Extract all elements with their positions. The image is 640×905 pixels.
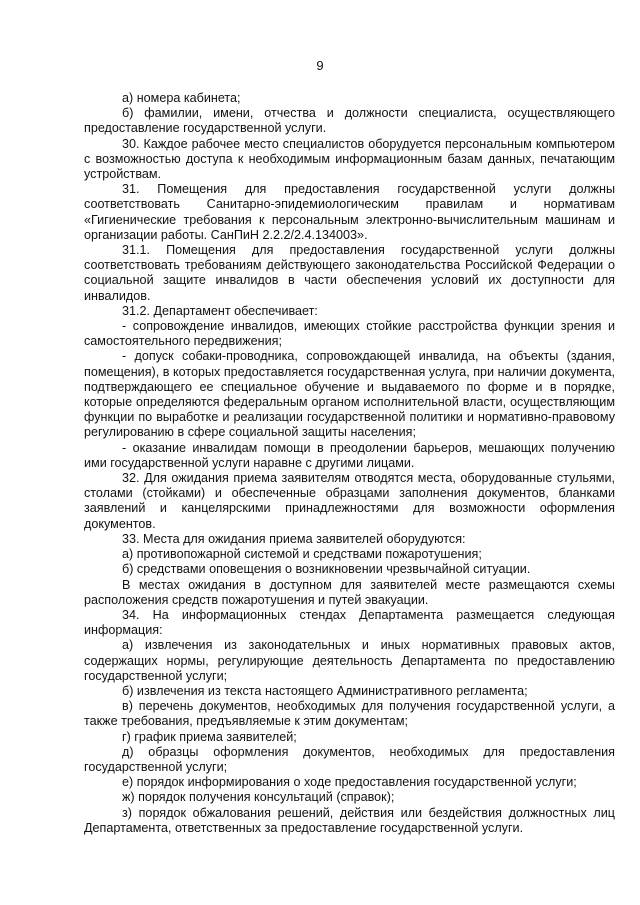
paragraph-progress-info: е) порядок информирования о ходе предоставления государственной услуги; (122, 775, 577, 790)
paragraph-schedule: г) график приема заявителей; (122, 729, 297, 744)
paragraph-31: 31. Помещения для предоставления государственной услуги должны соответствовать Санитарно-эпидемиологическим правилам и нормативам «Гигиенические требования к персональным электронно-вычислительным машинам и организации работы. СанПиН 2.2.2/2.4.134003». (84, 182, 615, 242)
paragraph-document-list: в) перечень документов, необходимых для получения государственной услуги, а также требования, предъявляемые к этим документам; (84, 699, 615, 729)
paragraph-legal-extracts: а) извлечения из законодательных и иных нормативных правовых актов, содержащих нормы, регулирующие деятельность Департамента по предоставлению государственной услуги; (84, 638, 615, 683)
paragraph-guide-dog: - допуск собаки-проводника, сопровождающей инвалида, на объекты (здания, помещения), в которых предоставляется государственная услуга, при наличии документа, подтверждающего ее специальное обучение и выдаваемого по форме и в порядке, которые определяются федеральным органом исполнительной власти, осуществляющим функции по выработке и реализации государственной политики и нормативно-правовому регулированию в сфере социальной защиты населения; (84, 349, 615, 440)
paragraph-emergency-alert: б) средствами оповещения о возникновении чрезвычайной ситуации. (122, 562, 531, 577)
paragraph-32: 32. Для ожидания приема заявителям отводятся места, оборудованные стульями, столами (стойками) и обеспеченные образцами заполнения документов, бланками заявлений и канцелярскими принадлежностями для возможности оформления документов. (84, 471, 615, 531)
paragraph-appeals: з) порядок обжалования решений, действия или бездействия должностных лиц Департамента, ответственных за предоставление государственной услуги. (84, 805, 615, 835)
paragraph-regulation-extracts: б) извлечения из текста настоящего Административного регламента; (122, 683, 528, 698)
paragraph-escort: - сопровождение инвалидов, имеющих стойкие расстройства функции зрения и самостоятельного передвижения; (84, 319, 615, 349)
paragraph-room-number: а) номера кабинета; (122, 91, 241, 105)
paragraph-31-2: 31.2. Департамент обеспечивает: (122, 303, 318, 318)
paragraph-34: 34. На информационных стендах Департамента размещается следующая информация: (84, 607, 615, 638)
paragraph-33: 33. Места для ожидания приема заявителей оборудуются: (122, 531, 466, 546)
paragraph-evacuation-schemes: В местах ожидания в доступном для заявителей месте размещаются схемы расположения средств пожаротушения и путей эвакуации. (84, 577, 615, 607)
paragraph-30: 30. Каждое рабочее место специалистов оборудуется персональным компьютером с возможностью доступа к необходимым информационным базам данных, печатающим устройствам. (84, 136, 615, 182)
paragraph-fire-system: а) противопожарной системой и средствами пожаротушения; (122, 547, 482, 562)
paragraph-specialist-name: б) фамилии, имени, отчества и должности специалиста, осуществляющего предоставление государственной услуги. (84, 106, 615, 136)
paragraph-31-1: 31.1. Помещения для предоставления государственной услуги должны соответствовать требованиям действующего законодательства Российской Федерации о социальной защите инвалидов в части обеспечения условий их доступности для инвалидов. (84, 243, 615, 303)
paragraph-samples: д) образцы оформления документов, необходимых для предоставления государственной услуги; (84, 744, 615, 774)
document-body (84, 91, 615, 836)
page-number: 9 (316, 58, 324, 73)
paragraph-consultations: ж) порядок получения консультаций (справок); (122, 790, 395, 805)
paragraph-barrier-help: - оказание инвалидам помощи в преодолении барьеров, мешающих получению ими государственной услуги наравне с другими лицами. (84, 440, 615, 470)
